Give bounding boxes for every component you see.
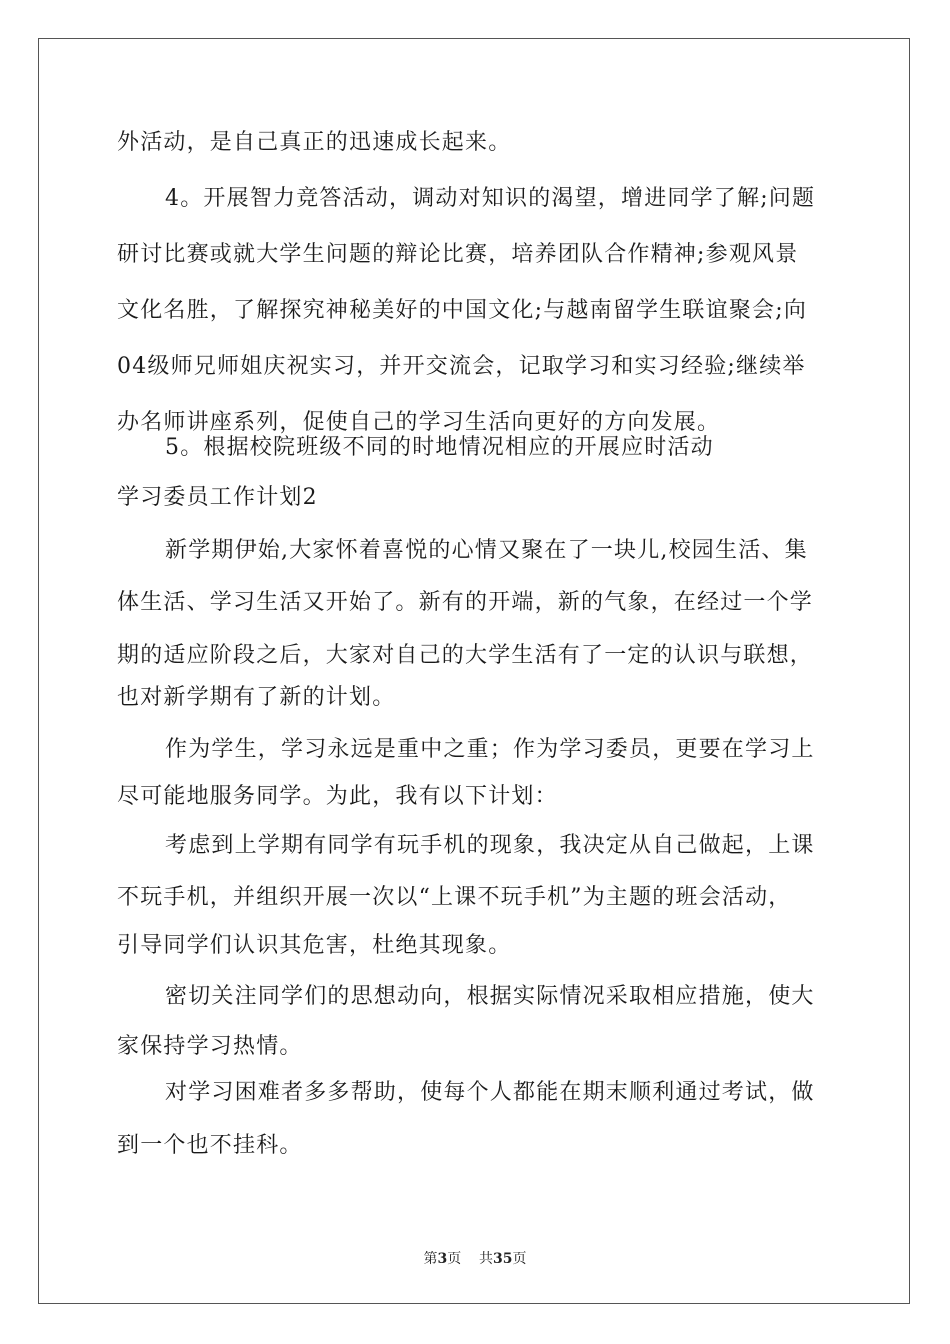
text-line: 尽可能地服务同学。为此，我有以下计划： xyxy=(117,784,558,809)
page-suffix: 页 xyxy=(447,1251,462,1267)
text-line: 家保持学习热情。 xyxy=(117,1034,303,1059)
text-line: 外活动，是自己真正的迅速成长起来。 xyxy=(117,130,512,155)
text-line: 密切关注同学们的思想动向，根据实际情况采取相应措施，使大 xyxy=(165,984,815,1009)
text-line: 考虑到上学期有同学有玩手机的现象，我决定从自己做起，上课 xyxy=(165,833,815,858)
text-line: 作为学生，学习永远是重中之重；作为学习委员，更要在学习上 xyxy=(165,737,815,762)
text-line: 不玩手机，并组织开展一次以“上课不玩手机”为主题的班会活动， xyxy=(117,885,792,910)
page-prefix: 第 xyxy=(423,1251,438,1267)
section-heading: 学习委员工作计划2 xyxy=(117,485,318,510)
text-line: 引导同学们认识其危害，杜绝其现象。 xyxy=(117,933,512,958)
page-total: 35 xyxy=(493,1251,513,1267)
page-border xyxy=(38,38,910,1304)
text-line: 也对新学期有了新的计划。 xyxy=(117,685,396,710)
text-line: 期的适应阶段之后，大家对自己的大学生活有了一定的认识与联想， xyxy=(117,643,814,668)
text-line: 对学习困难者多多帮助，使每个人都能在期末顺利通过考试，做 xyxy=(165,1080,815,1105)
text-line: 研讨比赛或就大学生问题的辩论比赛，培养团队合作精神;参观风景 xyxy=(117,242,799,267)
page-current: 3 xyxy=(437,1251,448,1267)
total-prefix: 共 xyxy=(479,1251,494,1267)
text-line: 5。根据校院班级不同的时地情况相应的开展应时活动 xyxy=(165,435,714,460)
text-line: 04级师兄师姐庆祝实习，并开交流会，记取学习和实习经验;继续举 xyxy=(117,354,806,379)
text-line: 4。开展智力竞答活动，调动对知识的渴望，增进同学了解;问题 xyxy=(165,186,816,211)
text-line: 办名师讲座系列，促使自己的学习生活向更好的方向发展。 xyxy=(117,410,721,435)
page-footer xyxy=(0,1248,950,1268)
total-suffix: 页 xyxy=(512,1251,527,1267)
text-line: 体生活、学习生活又开始了。新有的开端，新的气象，在经过一个学 xyxy=(117,590,814,615)
text-line: 文化名胜，了解探究神秘美好的中国文化;与越南留学生联谊聚会;向 xyxy=(117,298,808,323)
text-line: 到一个也不挂科。 xyxy=(117,1133,303,1158)
text-line: 新学期伊始,大家怀着喜悦的心情又聚在了一块儿,校园生活、集 xyxy=(165,538,808,563)
